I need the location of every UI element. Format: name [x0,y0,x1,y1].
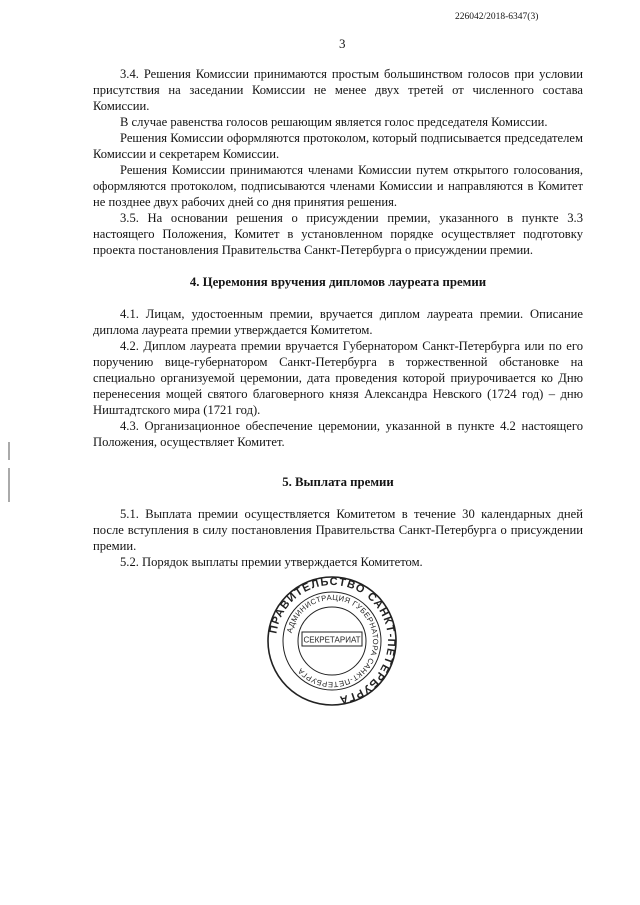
official-seal [266,575,398,707]
page-number: 3 [339,36,346,51]
paragraph-4-2: 4.2. Диплом лауреата премии вручается Губернатором Санкт-Петербурга или по его поручению вице-губернатором Санкт-Петербурга в торжественной обстановке на специально организуемой церемонии, дата проведения которой приурочивается ко Дню перенесения мощей святого благоверного князя Александра Невского (1724 год) – дню Ништадтского мира (1721 год). [93,339,583,417]
paragraph-3-4: 3.4. Решения Комиссии принимаются простым большинством голосов при условии присутствия на заседании Комиссии не менее двух третей от численного состава Комиссии. [93,67,583,113]
paragraph-protocol: Решения Комиссии оформляются протоколом, который подписывается председателем Комиссии и секретарем Комиссии. [93,131,583,161]
paragraph-4-1: 4.1. Лицам, удостоенным премии, вручается диплом лауреата премии. Описание диплома лауреата премии утверждается Комитетом. [93,307,583,337]
section-4-heading: 4. Церемония вручения дипломов лауреата премии [189,275,487,289]
paragraph-5-1: 5.1. Выплата премии осуществляется Комитетом в течение 30 календарных дней после вступления в силу постановления Правительства Санкт-Петербурга о присуждении премии. [93,507,583,553]
seal-center-text: СЕКРЕТАРИАТ [303,635,361,645]
paragraph-open-vote: Решения Комиссии принимаются членами Комиссии путем открытого голосования, оформляются протоколом, подписываются членами Комиссии и направляются в Комитет не позднее двух рабочих дней со дня принятия решения. [93,163,583,209]
seal-outer-text: ПРАВИТЕЛЬСТВО САНКТ-ПЕТЕРБУРГА [267,575,398,706]
paragraph-tie-vote: В случае равенства голосов решающим является голос председателя Комиссии. [120,115,548,129]
margin-marks [8,442,11,502]
paragraph-4-3: 4.3. Организационное обеспечение церемонии, указанной в пункте 4.2 настоящего Положения, осуществляет Комитет. [93,419,583,449]
document-body [93,66,583,570]
paragraph-3-5: 3.5. На основании решения о присуждении премии, указанного в пункте 3.3 настоящего Положения, Комитет в установленном порядке осуществляет подготовку проекта постановления Правительства Санкт-Петербурга о присуждении премии. [93,211,583,257]
document-number: 226042/2018-6347(3) [455,12,539,22]
seal-inner-text: АДМИНИСТРАЦИЯ ГУБЕРНАТОРА САНКТ-ПЕТЕРБУРГА [284,592,381,690]
section-5-heading: 5. Выплата премии [282,475,394,489]
paragraph-5-2: 5.2. Порядок выплаты премии утверждается Комитетом. [120,555,423,569]
